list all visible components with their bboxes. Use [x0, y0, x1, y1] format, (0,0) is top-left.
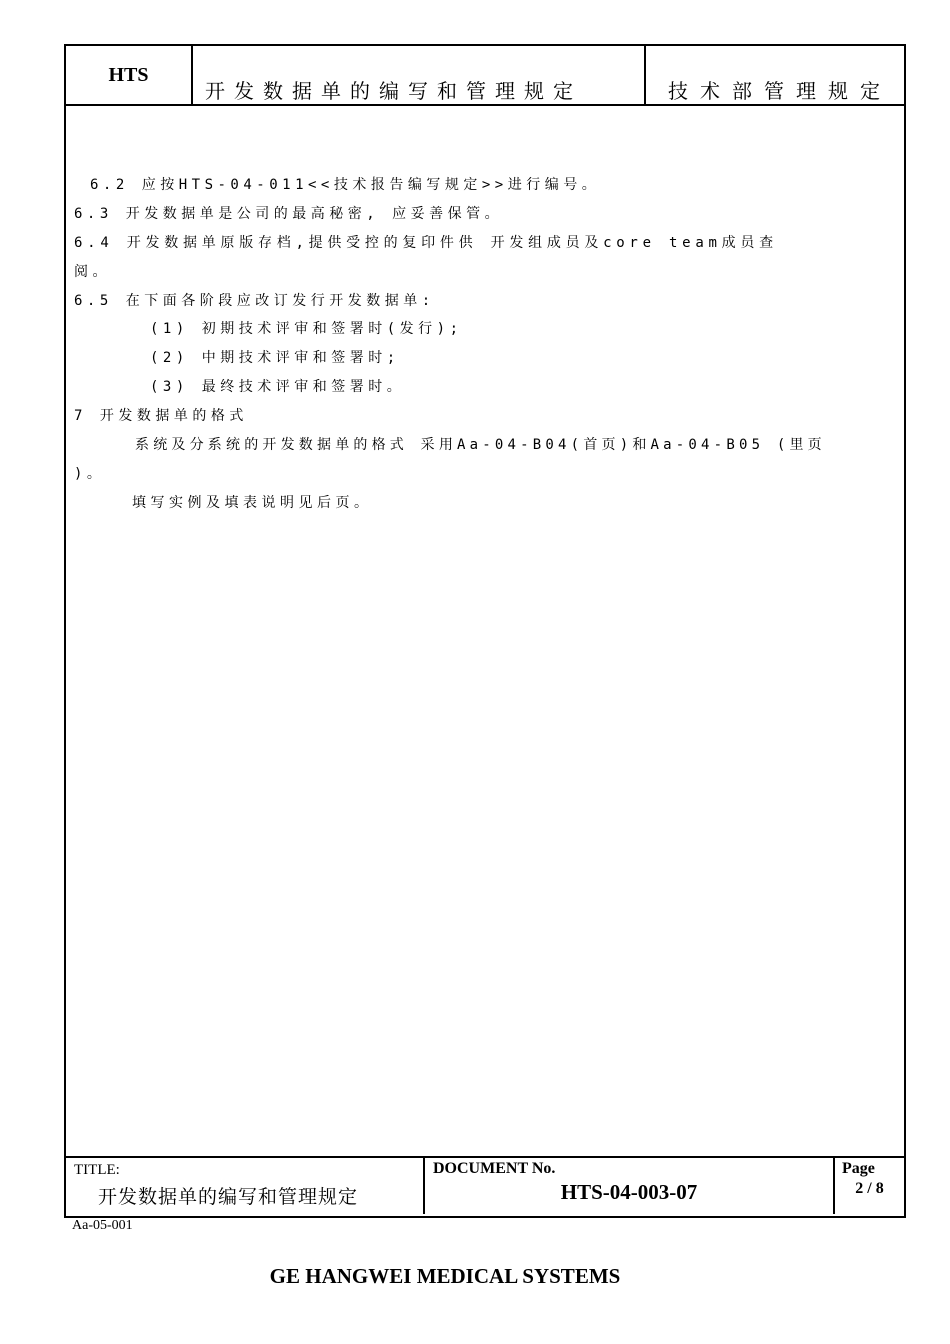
footer-docno-label: DOCUMENT No. — [433, 1160, 556, 1177]
footer-title-value: 开发数据单的编写和管理规定 — [98, 1186, 359, 1208]
document-title: 开发数据单的编写和管理规定 — [205, 79, 582, 103]
header-category-cell — [646, 46, 904, 104]
clause-6-2: 6.2 应按HTS-04-011<<技术报告编写规定>>进行编号。 — [90, 177, 601, 193]
stage-1-item: (1) 初期技术评审和签署时(发行); — [150, 321, 463, 337]
company-name: GE HANGWEI MEDICAL SYSTEMS — [269, 1264, 621, 1288]
form-code: Aa-05-001 — [72, 1218, 133, 1233]
stage-2-item: (2) 中期技术评审和签署时; — [150, 350, 400, 366]
footer-page-value: 2 / 8 — [855, 1180, 884, 1197]
clause-6-4-cont: 阅。 — [74, 264, 111, 280]
footer-docno-value: HTS-04-003-07 — [560, 1180, 698, 1204]
footer-docno-cell — [425, 1158, 835, 1214]
section-7-text-cont: )。 — [74, 466, 106, 482]
clause-6-4: 6.4 开发数据单原版存档,提供受控的复印件供 开发组成员及core team成员查 — [74, 235, 778, 251]
stage-3-item: (3) 最终技术评审和签署时。 — [150, 379, 406, 395]
footer-title-cell — [66, 1158, 425, 1214]
section-7-heading: 7 开发数据单的格式 — [74, 408, 248, 424]
header-title-cell — [193, 46, 646, 104]
footer-title-label: TITLE: — [74, 1162, 120, 1178]
footer-page-cell — [835, 1158, 904, 1214]
section-7-note: 填写实例及填表说明见后页。 — [132, 495, 373, 511]
section-7-text: 系统及分系统的开发数据单的格式 采用Aa-04-B04(首页)和Aa-04-B05 (里页 — [135, 437, 826, 453]
document-category: 技术部管理规定 — [668, 79, 892, 103]
header-org-cell — [66, 46, 193, 104]
header-row — [66, 46, 904, 106]
document-body — [66, 104, 904, 1158]
clause-6-5: 6.5 在下面各阶段应改订发行开发数据单: — [74, 293, 435, 309]
org-name: HTS — [108, 64, 149, 86]
clause-6-3: 6.3 开发数据单是公司的最高秘密, 应妥善保管。 — [74, 206, 504, 222]
footer-row — [66, 1156, 904, 1216]
document-frame — [64, 44, 906, 1218]
footer-page-label: Page — [842, 1160, 875, 1177]
